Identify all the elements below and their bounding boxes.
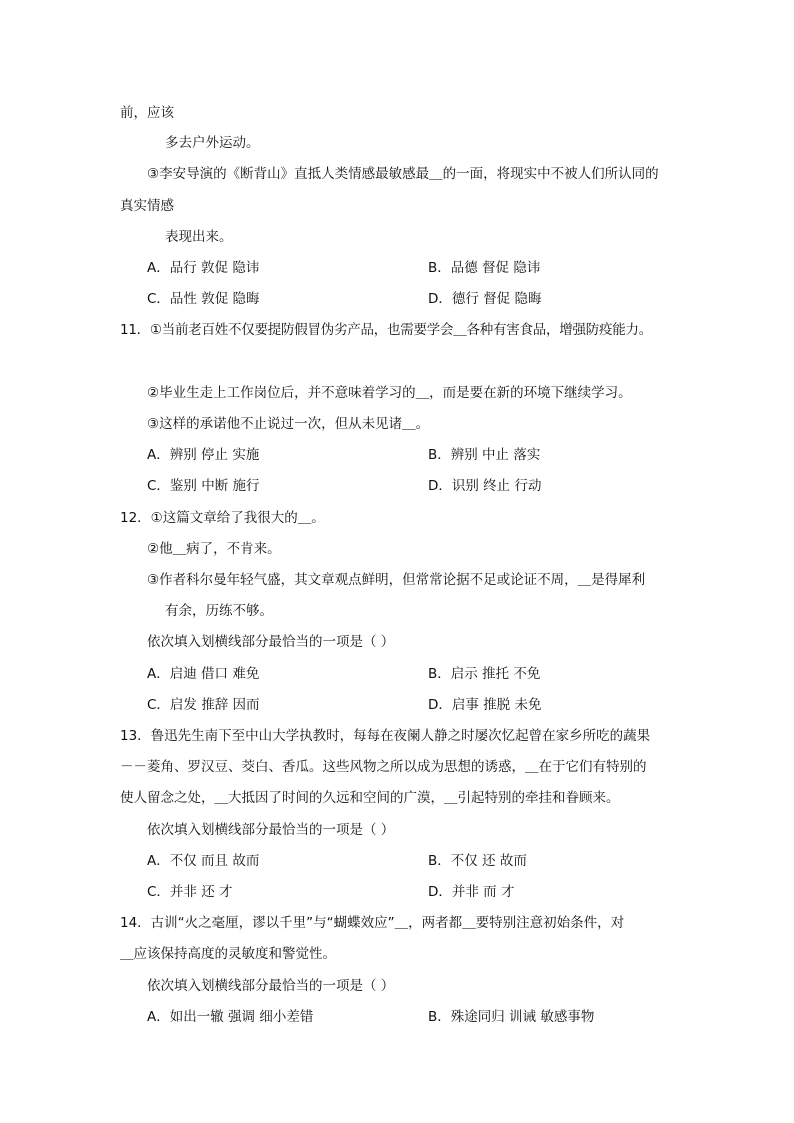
q10-line-1: 前，应该 [120, 105, 174, 121]
q11-line-3: ③这样的承诺他不止说过一次，但从未见诸＿。 [147, 416, 430, 432]
q13-line-3: 使人留念之处，＿大抵因了时间的久远和空间的广漠，＿引起特别的牵挂和眷顾来。 [120, 790, 620, 806]
q12-line-3: ③作者科尔曼年轻气盛，其文章观点鲜明，但常常论据不足或论证不周，＿是得犀利 [147, 572, 646, 588]
q12-option-c: C．启发 推辞 因而 [147, 697, 260, 713]
q10-line-2: 多去户外运动。 [165, 135, 260, 151]
q10-option-b: B．品德 督促 隐讳 [428, 260, 541, 276]
q10-line-4: 真实情感 [120, 198, 174, 214]
q13-line-2: －－菱角、罗汉豆、茭白、香瓜。这些风物之所以成为思想的诱惑，＿在于它们有特别的 [120, 759, 647, 775]
q11-option-b: B．辨别 中止 落实 [428, 447, 541, 463]
q11-line-1: 11．①当前老百姓不仅要提防假冒伪劣产品，也需要学会＿各种有害食品，增强防疫能力。 [120, 322, 653, 338]
q13-option-c: C．并非 还 才 [147, 884, 233, 900]
q14-option-b: B．殊途同归 训诫 敏感事物 [428, 1009, 595, 1025]
q10-option-c: C．品性 敦促 隐晦 [147, 291, 260, 307]
q12-option-b: B．启示 推托 不免 [428, 666, 541, 682]
q12-line-2: ②他＿病了，不肯来。 [147, 541, 281, 557]
q14-option-a: A．如出一辙 强调 细小差错 [147, 1009, 314, 1025]
q13-option-b: B．不仅 还 故而 [428, 853, 527, 869]
q10-option-d: D．德行 督促 隐晦 [428, 291, 542, 307]
q12-option-d: D．启事 推脱 未免 [428, 697, 542, 713]
q13-line-1: 13．鲁迅先生南下至中山大学执教时，每每在夜阑人静之时屡次忆起曾在家乡所吃的蔬果 [120, 728, 651, 744]
q10-line-5: 表现出来。 [165, 229, 233, 245]
q13-prompt: 依次填入划横线部分最恰当的一项是（ ） [147, 822, 395, 838]
q13-option-d: D．并非 而 才 [428, 884, 515, 900]
q12-line-1: 12．①这篇文章给了我很大的＿。 [120, 510, 325, 526]
q14-prompt: 依次填入划横线部分最恰当的一项是（ ） [147, 978, 395, 994]
q11-option-a: A．辨别 停止 实施 [147, 447, 260, 463]
q10-line-3: ③李安导演的《断背山》直抵人类情感最敏感最＿的一面，将现实中不被人们所认同的 [147, 166, 659, 182]
q12-line-4: 有余，历练不够。 [165, 603, 273, 619]
q12-prompt: 依次填入划横线部分最恰当的一项是（ ） [147, 634, 395, 650]
q11-option-c: C．鉴别 中断 施行 [147, 478, 260, 494]
q12-option-a: A．启迪 借口 难免 [147, 666, 260, 682]
q11-option-d: D．识别 终止 行动 [428, 478, 542, 494]
q11-line-2: ②毕业生走上工作岗位后，并不意味着学习的＿，而是要在新的环境下继续学习。 [147, 385, 632, 401]
q10-option-a: A．品行 敦促 隐讳 [147, 260, 260, 276]
q14-line-1: 14．古训“火之毫厘，谬以千里”与“蝴蝶效应”＿，两者都＿要特别注意初始条件，对 [120, 915, 625, 931]
q13-option-a: A．不仅 而且 故而 [147, 853, 260, 869]
q14-line-2: ＿应该保持高度的灵敏度和警觉性。 [120, 946, 336, 962]
